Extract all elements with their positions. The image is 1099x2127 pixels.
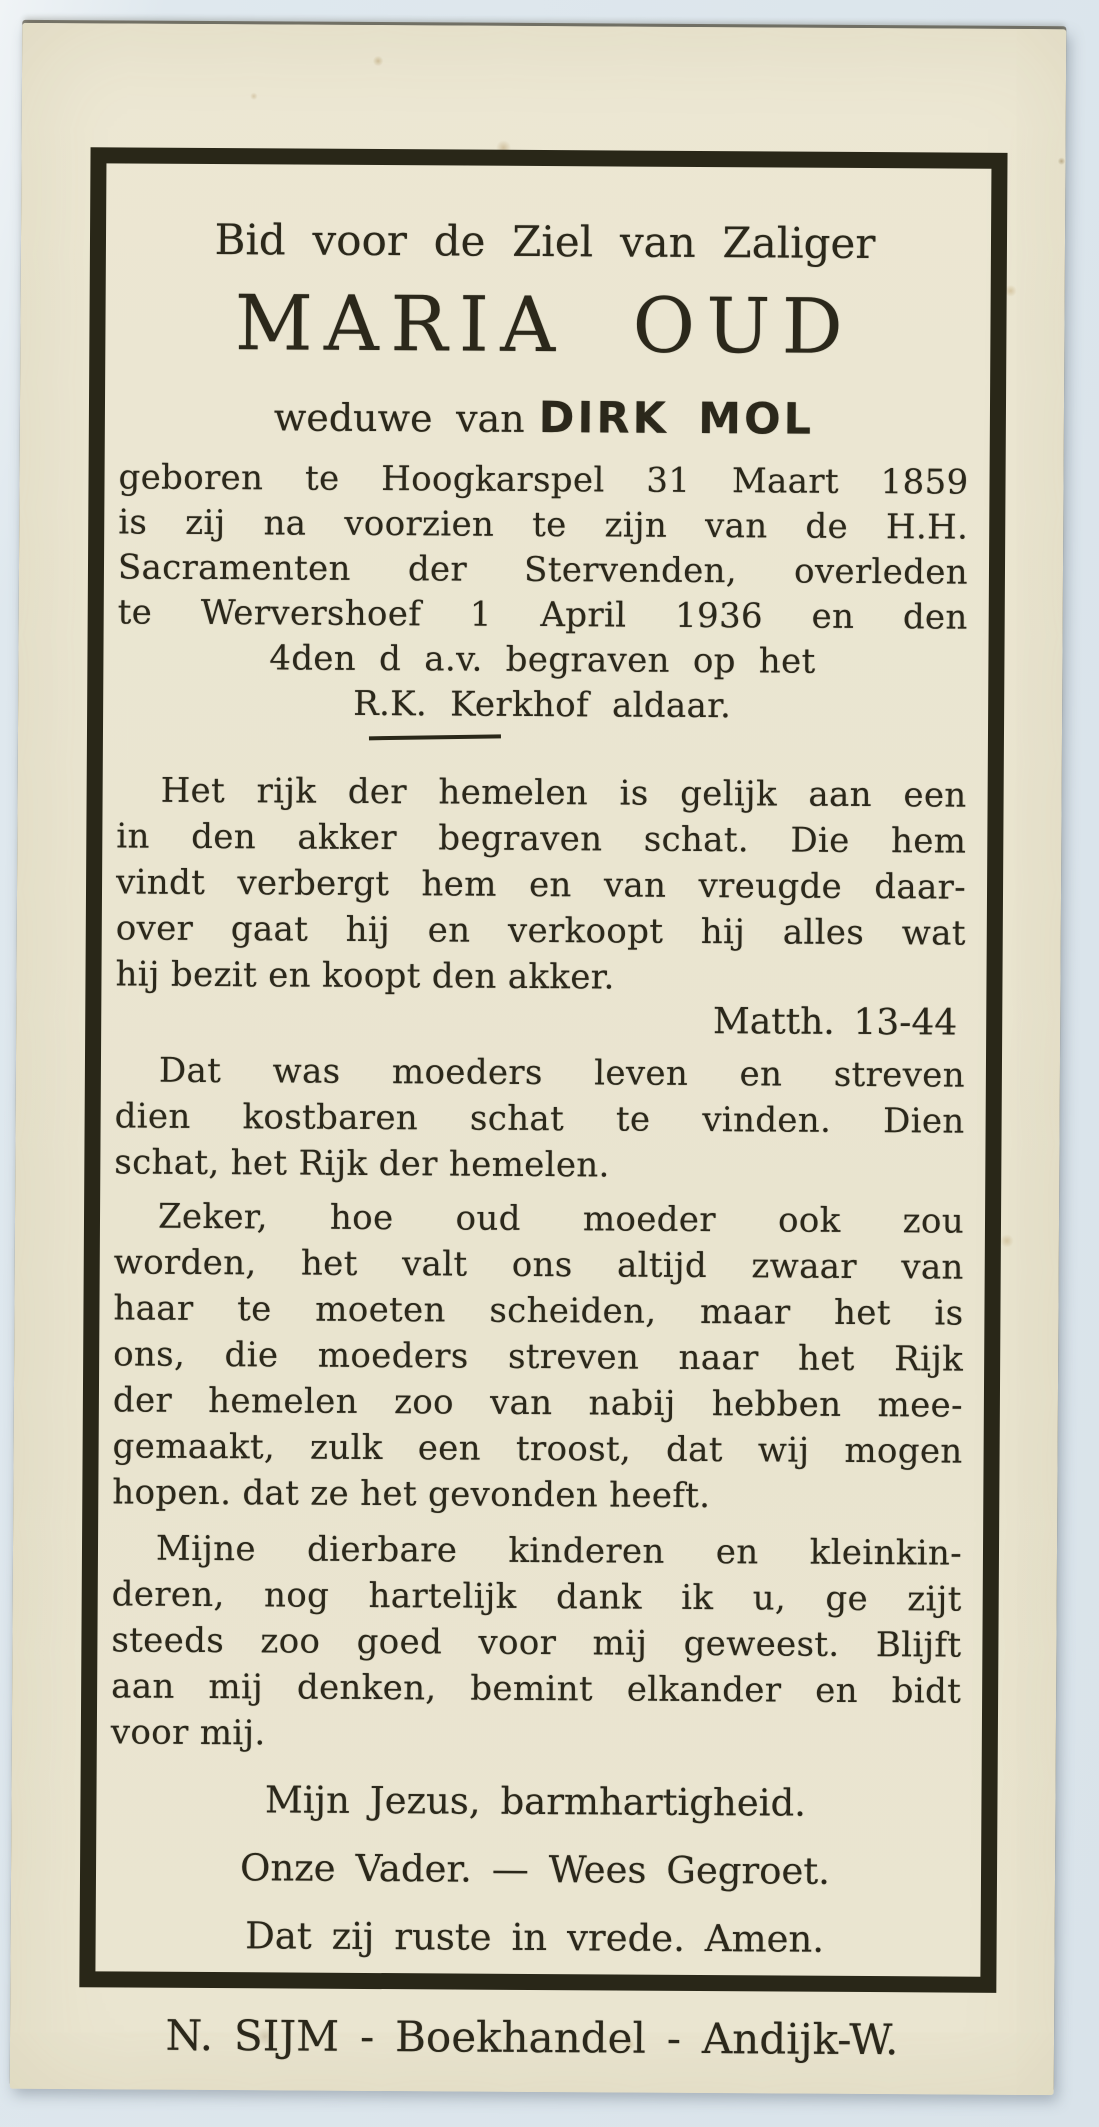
- widow-prefix: weduwe van: [273, 395, 525, 441]
- text-line: deren, nog hartelijk dank ik u, ge zijt: [111, 1574, 962, 1620]
- text-line: geboren te Hoogkarspel 31 Maart 1859: [118, 457, 969, 503]
- husband-name: DIRK MOL: [538, 392, 815, 445]
- divider-rule: [369, 734, 501, 740]
- text-line: Het rijk der hemelen is gelijk aan een: [160, 770, 967, 816]
- vitals-paragraph: [117, 455, 969, 730]
- text-line: gemaakt, zulk een troost, dat wij mogen: [112, 1426, 963, 1472]
- paragraph-moeders-leven: [114, 1047, 965, 1190]
- text-line: 4den d a.v. begraven op het: [269, 638, 816, 682]
- memorial-card: [10, 23, 1067, 2095]
- prayer-line-jezus: Mijn Jezus, barmhartigheid.: [264, 1778, 807, 1825]
- text-line: hopen. dat ze het gevonden heeft.: [112, 1472, 711, 1517]
- paragraph-zeker: [112, 1193, 964, 1520]
- prayer-line-onze-vader: Onze Vader. — Wees Gegroet.: [239, 1846, 831, 1893]
- text-line: aan mij denken, bemint elkander en bidt: [111, 1666, 962, 1712]
- paragraph-kinderen: [111, 1525, 962, 1760]
- text-line: ons, die moeders streven naar het Rijk: [113, 1334, 964, 1380]
- scripture-paragraph: [115, 767, 966, 1002]
- text-line: Zeker, hoe oud moeder ook zou: [157, 1196, 965, 1242]
- text-line: steeds zoo goed voor mij geweest. Blijft: [111, 1620, 962, 1666]
- text-line: dien kostbaren schat te vinden. Dien: [114, 1096, 965, 1142]
- text-line: te Wervershoef 1 April 1936 en den: [117, 592, 968, 638]
- intro-line: Bid voor de Ziel van Zaliger: [214, 215, 876, 269]
- border-frame: [79, 147, 1007, 1993]
- prayer-line-ruste-in-vrede: Dat zij ruste in vrede. Amen.: [245, 1914, 825, 1961]
- text-line: R.K. Kerkhof aldaar.: [353, 683, 732, 727]
- text-line: vindt verbergt hem en van vreugde daar-: [115, 862, 967, 908]
- text-line: over gaat hij en verkoopt hij alles wat: [115, 908, 966, 954]
- text-line: is zij na voorzien te zijn van de H.H.: [118, 502, 969, 548]
- text-line: in den akker begraven schat. Die hem: [116, 816, 967, 862]
- text-line: worden, het valt ons altijd zwaar van: [113, 1242, 964, 1288]
- printer-imprint: N. SIJM - Boekhandel - Andijk-W.: [165, 2010, 899, 2065]
- text-line: hij bezit en koopt den akker.: [115, 954, 615, 998]
- text-line: voor mij.: [110, 1712, 266, 1754]
- text-line: Dat was moeders leven en streven: [158, 1050, 966, 1096]
- card-content: [95, 163, 991, 1976]
- scripture-reference: Matth. 13-44: [712, 1001, 958, 1044]
- text-line: Sacramenten der Stervenden, overleden: [117, 547, 969, 593]
- widow-line: [119, 388, 969, 448]
- deceased-name: MARIA OUD: [234, 278, 855, 371]
- text-line: Mijne dierbare kinderen en kleinkin-: [155, 1528, 963, 1574]
- text-line: der hemelen zoo van nabij hebben mee-: [112, 1380, 964, 1426]
- text-line: schat, het Rijk der hemelen.: [114, 1142, 610, 1186]
- text-line: haar te moeten scheiden, maar het is: [113, 1288, 964, 1334]
